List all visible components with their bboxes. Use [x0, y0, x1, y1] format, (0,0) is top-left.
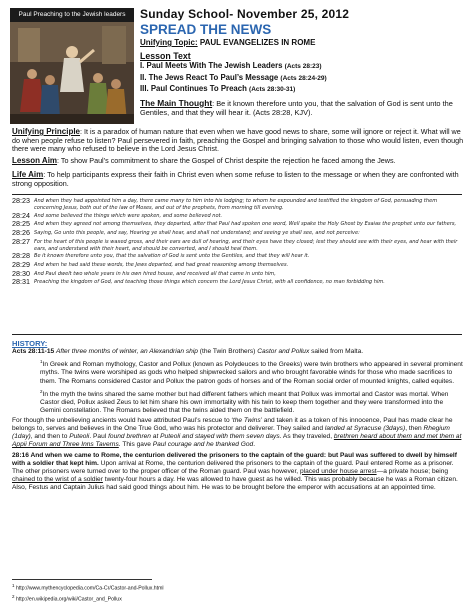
hero-painting	[10, 8, 134, 124]
unifying-principle-text: : It is a paradox of human nature that even when we have good news to share, some will ignore or reject it. What will we do when people refuse to listen? Paul persevered in faith, preaching the Gospel and bringing salvation to those who would listen, even though there were many who refused to believe in the Lord Jesus Christ.	[12, 127, 464, 154]
verse-text: And when he had said these words, the Jews departed, and had great reasoning among themselves.	[34, 262, 289, 268]
verse-row	[12, 220, 464, 229]
verse-number: 28:28	[12, 251, 30, 261]
verse-number: 28:24	[12, 210, 30, 220]
hero-caption: Paul Preaching to the Jewish leaders	[10, 8, 134, 22]
history-paragraph: Acts 28:11-15 After three months of winter, an Alexandrian ship (the Twin Brothers) Castor and Pollux sailed from Malta.	[12, 348, 364, 356]
verse-row	[12, 252, 464, 261]
main-thought-label: The Main Thought	[140, 97, 213, 108]
verse-row	[12, 261, 464, 270]
verse-text: And when they had appointed him a day, there came many to him into his lodging; to whom he expounded and testified the kingdom of God, persuading them concerning Jesus, both out of the law of Moses, and out of the prophets, from morning till evening.	[34, 198, 438, 211]
footnote[interactable]: $^1$ http://www.mythencyclopedia.com/Ca-Cr/Castor-and-Pollux.html	[12, 583, 164, 592]
topic-label: Unifying Topic:	[140, 38, 198, 47]
verse-text: Saying, Go unto this people, and say, Hearing ye shall hear, and shall not understand; and seeing ye shall see, and not perceive:	[34, 230, 360, 236]
verse-text: For the heart of this people is waxed gross, and their ears are dull of hearing, and their eyes have they closed; lest they should see with their eyes, and hear with their ears, and understand with their heart, and should be converted, and I should heal them.	[34, 238, 458, 252]
footnote[interactable]: $^2$ http://en.wikipedia.org/wiki/Castor_and_Pollux	[12, 593, 122, 603]
verse-row	[12, 270, 464, 279]
verse-row	[12, 238, 464, 253]
history-section	[12, 340, 464, 494]
verse-text: And Paul dwelt two whole years in his own hired house, and received all that came in unto him,	[34, 270, 276, 277]
verse-number: 28:26	[12, 228, 30, 237]
lesson-aim	[12, 157, 464, 166]
lesson-header	[140, 7, 466, 118]
unifying-principle-label: Unifying Principle	[12, 127, 81, 136]
lesson-aim-label: Lesson Aim	[12, 156, 58, 165]
unifying-principle	[12, 128, 464, 154]
life-aim	[12, 171, 464, 188]
footnotes	[12, 582, 312, 603]
verse-number: 28:31	[12, 277, 30, 287]
history-paragraph: For though the unbelieving ancients would have attributed Paul’s rescue to ‘the Twins’ and taken it as a token of his innocence, Paul has made clear he belongs to, serves and believes in the One True God, who was his protector and deliverer. They sailed and landed at Syracuse (3days), then Rhegium (1day), and then to Puteoli. Paul found brethren at Puteoli and stayed with them seven days. As they traveled, brethren heard about them and met them at Appii Forum and Three Inns Taverns. This gave Paul courage and he thanked God.	[12, 417, 462, 449]
verse-number: 28:23	[12, 196, 30, 205]
banner-title: SPREAD THE NEWS	[140, 22, 272, 37]
topic-value: PAUL EVANGELIZES IN ROME	[199, 38, 316, 47]
verse-row	[12, 197, 464, 212]
outline-item: II. The Jews React To Paul’s Message (Acts 28:24-29)	[140, 72, 327, 82]
verse-number: 28:27	[12, 236, 30, 246]
verse-row	[12, 278, 464, 287]
verse-text: And some believed the things which were spoken, and some believed not.	[34, 212, 223, 219]
footnote-divider	[12, 579, 152, 580]
history-paragraph: 28:16 And when we came to Rome, the centurion delivered the prisoners to the captain of the guard: but Paul was suffered to dwell by himself with a soldier that kept him. Upon arrival at Rome, the centurion delivered the prisoners to the captain of the guard. Paul entered Rome as a prisoner. The other prisoners were turned over to the proper officer of the Roman guard. Paul was however, placed under house arrest—a private house; being chained to the wrist of a soldier twenty-four hours a day. He was allowed to have guest as he willed. This was probably because he was a Roman citizen. Also, Festus and Captain Julius had said good things about him. He was to be brought before the emperor with accusations at an appointed time.	[12, 451, 458, 491]
verse-row	[12, 229, 464, 238]
life-aim-text: : To help participants express their faith in Christ even when some refuse to listen to the message or when they are confronted with strong opposition.	[12, 170, 459, 188]
scripture-verses	[12, 197, 464, 287]
lesson-aim-text: : To show Paul’s commitment to share the Gospel of Christ despite the rejection he faced among the Jews.	[57, 156, 396, 165]
verse-text: Preaching the kingdom of God, and teaching those things which concern the Lord Jesus Christ, with all confidence, no man forbidding him.	[34, 279, 385, 286]
history-label: HISTORY:	[12, 339, 48, 348]
verse-number: 28:25	[12, 219, 30, 229]
divider	[12, 194, 462, 195]
divider	[12, 334, 462, 335]
history-paragraph: $^1$In Greek and Roman mythology, Castor and Pollux (known as Polydeuces to the Greeks) were twin brothers who appeared in several prominent myths. The twins were worshiped as gods who helped shipwrecked sailors and who brought favorable winds for those who made sacrifices to them. The Romans considered Castor and Pollux the patron gods of horses and of the Roman social order of mounted knights, called equites.	[40, 359, 463, 385]
verse-row	[12, 212, 464, 221]
outline-item: III. Paul Continues To Preach (Acts 28:30-31)	[140, 84, 296, 93]
main-thought	[140, 99, 466, 118]
verse-text: Be it known therefore unto you, that the salvation of God is sent unto the Gentiles, and that they will hear it.	[34, 253, 310, 260]
verse-number: 28:29	[12, 260, 30, 269]
unifying-topic	[140, 38, 466, 47]
history-paragraph: $^2$In the myth the twins shared the same mother but had different fathers which meant that Pollux was immortal and Castor was mortal. When Castor died, Pollux asked Zeus to let him share his own immortality with his twin to keep them together and they were transformed into the Gemini constellation. The Romans believed that the twins aided them on the battlefield.	[40, 388, 449, 415]
verse-text: And when they agreed not among themselves, they departed, after that Paul had spoken one word, Well spake the Holy Ghost by Esaias the prophet unto our fathers,	[34, 221, 457, 228]
painting-illustration	[10, 22, 134, 124]
main-thought-text: : Be it known therefore unto you, that the salvation of God is sent unto the Gentiles, and that they will hear it. (Acts 28:28, KJV).	[140, 98, 453, 117]
verse-number: 28:30	[12, 268, 30, 278]
page-title: Sunday School- November 25, 2012	[140, 7, 350, 21]
life-aim-label: Life Aim	[12, 170, 44, 179]
lesson-outline	[140, 61, 466, 96]
outline-item: I. Paul Meets With The Jewish Leaders (Acts 28:23)	[140, 61, 322, 70]
lesson-text-label: Lesson Text	[140, 51, 191, 61]
